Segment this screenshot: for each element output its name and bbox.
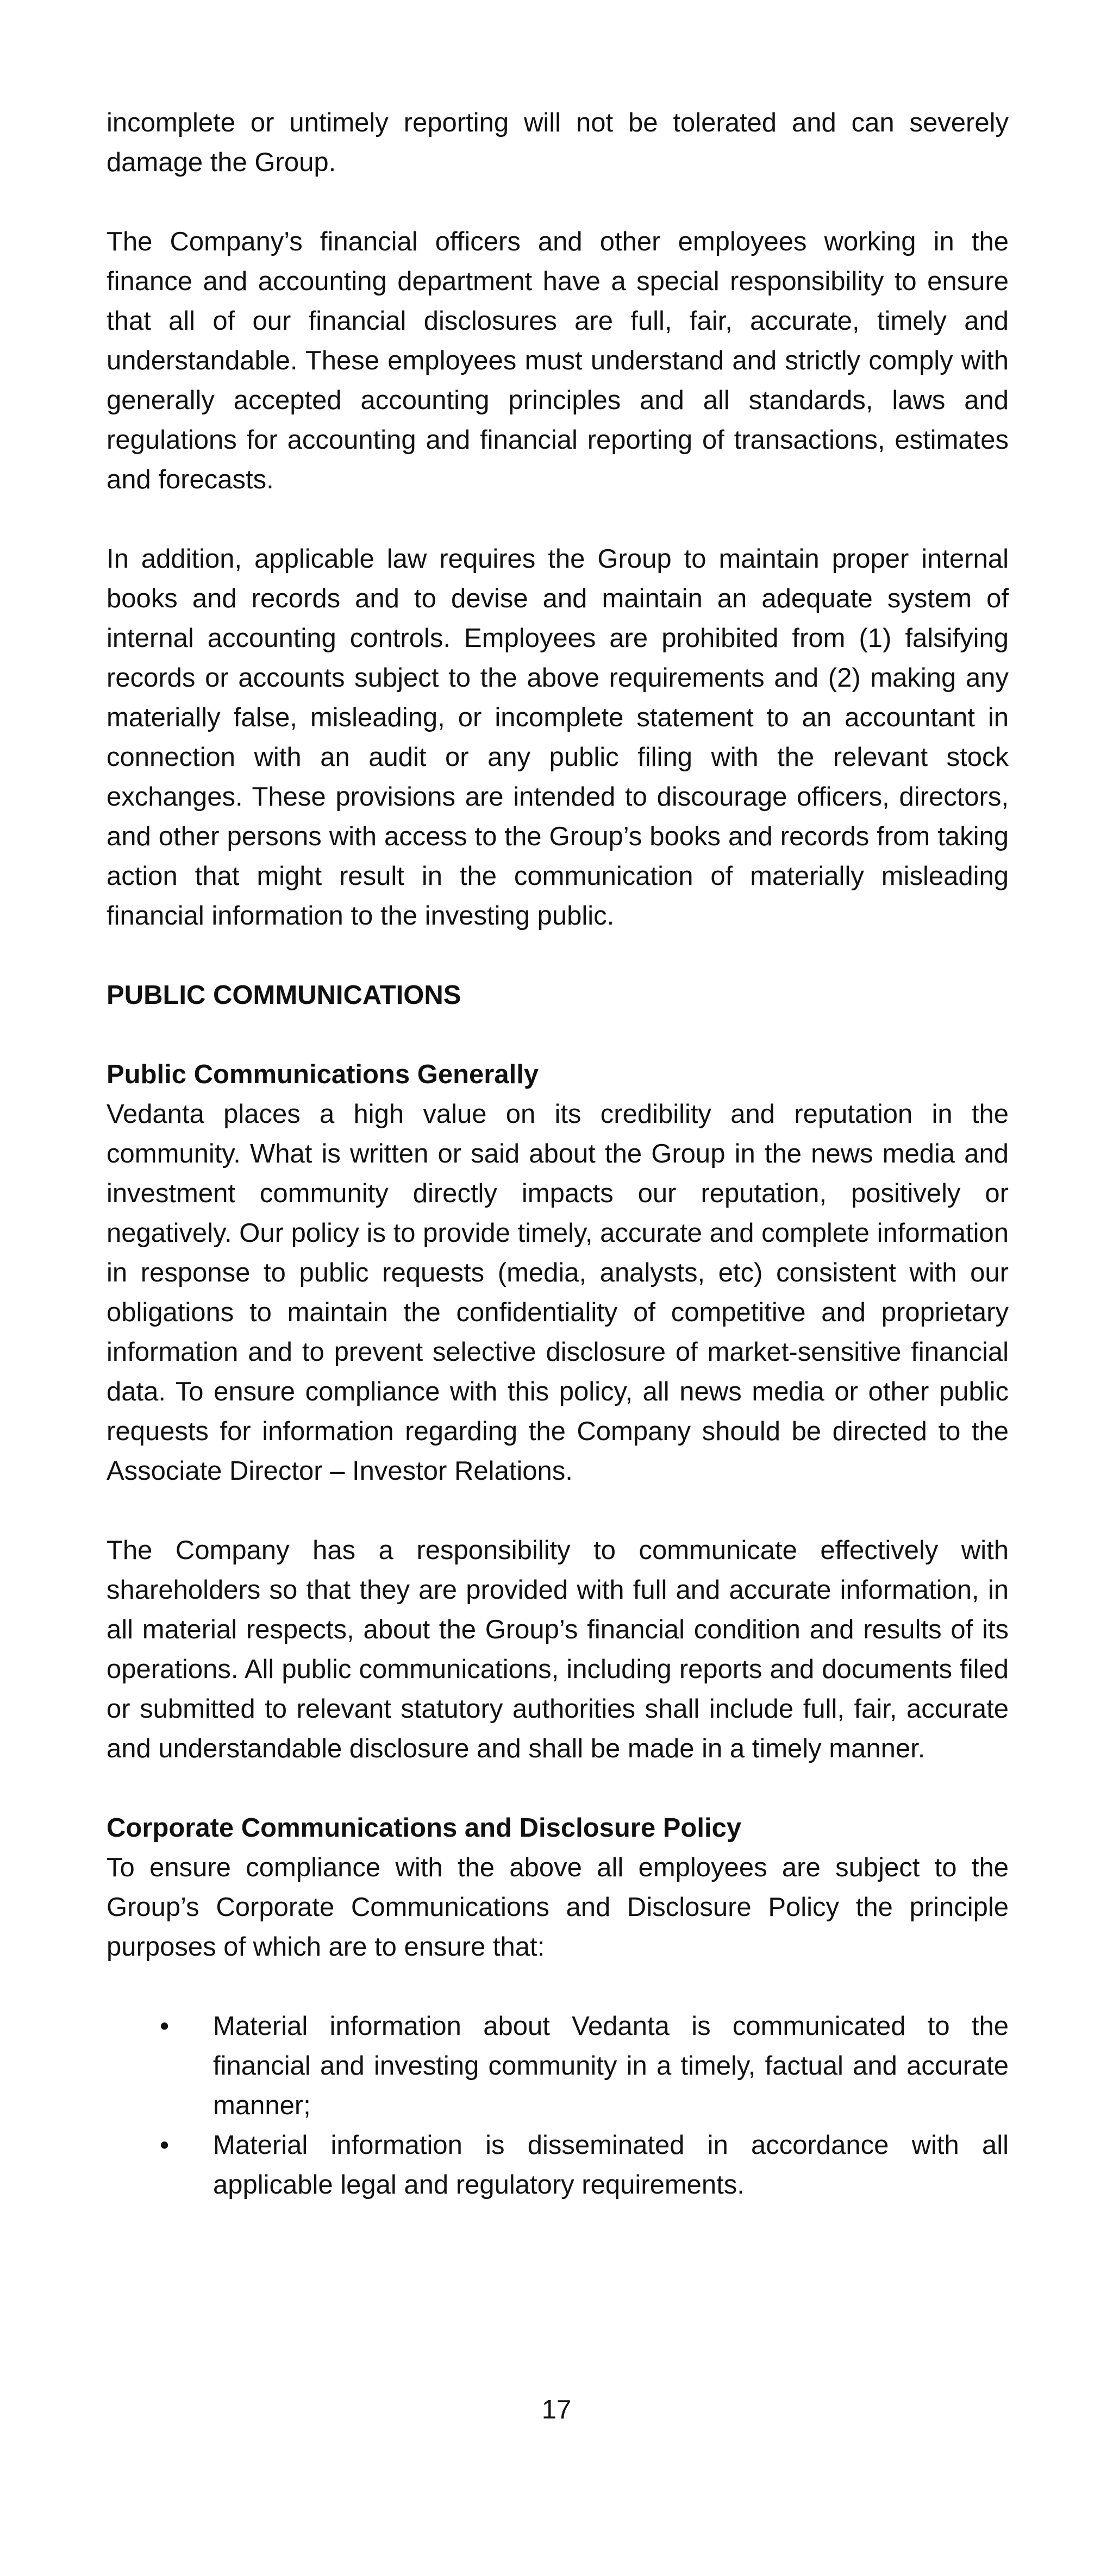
paragraph-financial-officers: The Company’s financial officers and other employees working in the finance and accounting department have a special responsibility to ensure that all of our financial disclosures are full, fair, accurate, timely and understandable. These employees must understand and strictly comply with generally accepted accounting principles and all standards, laws and regulations for accounting and financial reporting of transactions, estimates and forecasts. — [107, 227, 1009, 494]
sub-heading-public-communications-generally: Public Communications Generally — [107, 1060, 539, 1089]
paragraph-reporting-continuation: incomplete or untimely reporting will not be tolerated and can severely damage the Group. — [107, 108, 1009, 177]
bullet-list — [107, 2007, 1009, 2205]
list-item-text: Material information about Vedanta is communicated to the financial and investing community in a timely, factual and accurate manner; — [213, 2012, 1009, 2120]
list-item-text: Material information is disseminated in accordance with all applicable legal and regulatory requirements. — [213, 2131, 1009, 2200]
paragraph-credibility-reputation: Vedanta places a high value on its credibility and reputation in the community. What is written or said about the Group in the news media and investment community directly impacts our reputation, positively or negatively. Our policy is to provide timely, accurate and complete information in response to public requests (media, analysts, etc) consistent with our obligations to maintain the confidentiality of competitive and proprietary information and to prevent selective disclosure of market-sensitive financial data. To ensure compliance with this policy, all news media or other public requests for information regarding the Company should be directed to the Associate Director – Investor Relations. — [107, 1099, 1009, 1486]
sub-heading-disclosure-policy: Corporate Communications and Disclosure Policy — [107, 1813, 742, 1843]
paragraph-shareholder-communication: The Company has a responsibility to communicate effectively with shareholders so that they are provided with full and accurate information, in all material respects, about the Group’s financial condition and results of its operations. All public communications, including reports and documents filed or submitted to relevant statutory authorities shall include full, fair, accurate and understandable disclosure and shall be made in a timely manner. — [107, 1536, 1009, 1763]
list-item — [107, 2126, 1009, 2205]
paragraph-internal-controls: In addition, applicable law requires the Group to maintain proper internal books and records and to devise and maintain an adequate system of internal accounting controls. Employees are prohibited from (1) falsifying records or accounts subject to the above requirements and (2) making any materially false, misleading, or incomplete statement to an accountant in connection with an audit or any public filing with the relevant stock exchanges. These provisions are intended to discourage officers, directors, and other persons with access to the Group’s books and records from taking action that might result in the communication of materially misleading financial information to the investing public. — [107, 544, 1009, 931]
document-page — [107, 103, 1009, 2205]
bullet-icon: • — [160, 2012, 170, 2041]
paragraph-disclosure-policy: To ensure compliance with the above all employees are subject to the Group’s Corporate Communications and Disclosure Policy the principle purposes of which are to ensure that: — [107, 1853, 1009, 1962]
page-number: 17 — [541, 2395, 572, 2424]
list-item — [107, 2007, 1009, 2126]
section-heading-public-communications: PUBLIC COMMUNICATIONS — [107, 981, 461, 1010]
bullet-icon: • — [160, 2131, 170, 2160]
